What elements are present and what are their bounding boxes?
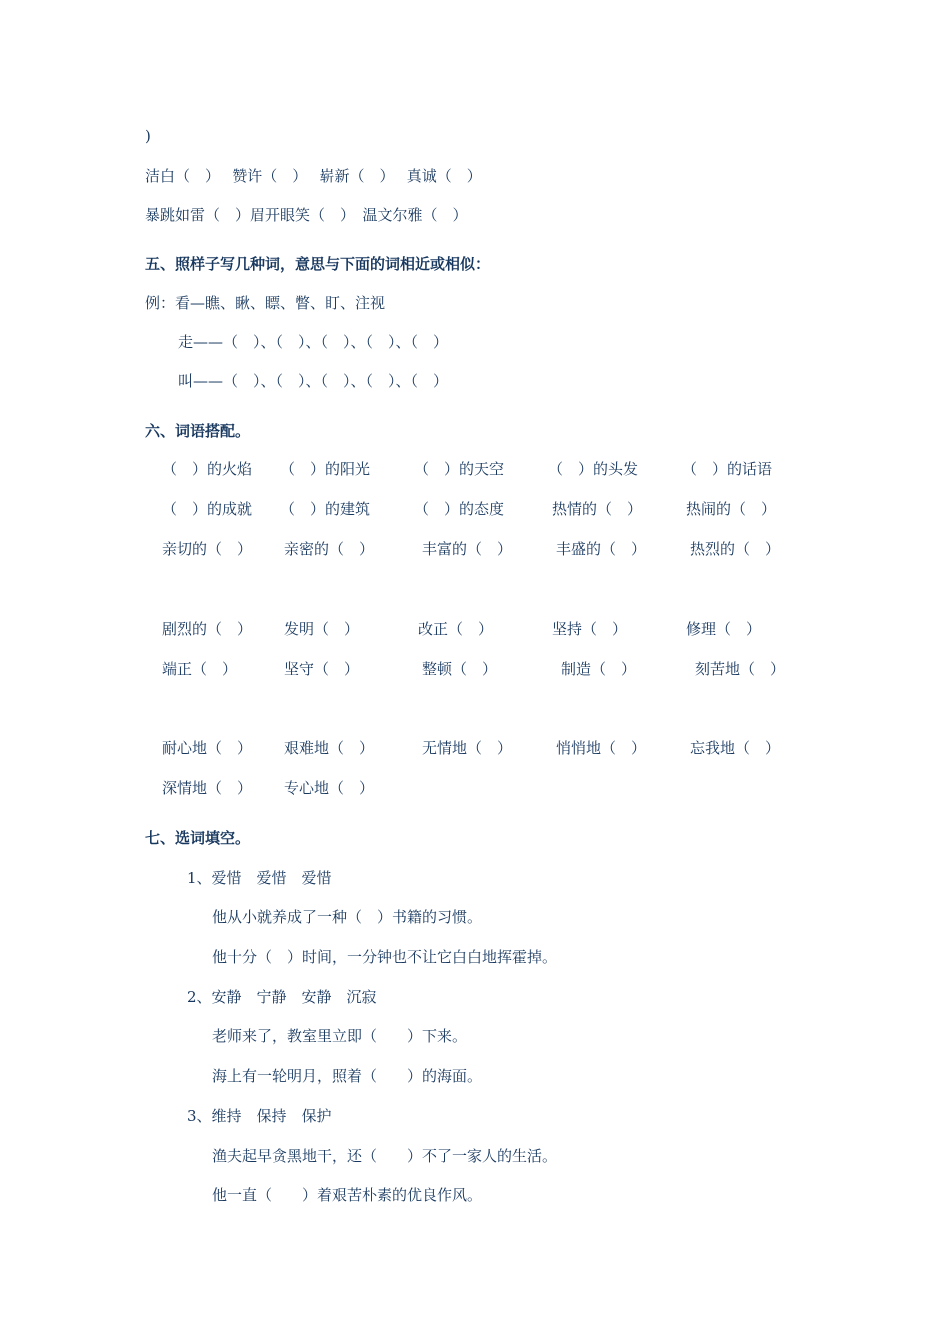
match-item: 丰富的（ ） <box>422 540 513 558</box>
match-item: （ ）的话语 <box>682 460 773 478</box>
section-6-title: 六、词语搭配。 <box>145 422 251 440</box>
match-item: （ ）的态度 <box>414 500 505 518</box>
match-item: 修理（ ） <box>686 620 762 638</box>
fill-sentence: 渔夫起早贪黑地干，还（ ）不了一家人的生活。 <box>212 1147 558 1165</box>
section-5-example: 例：看—瞧、瞅、瞟、瞥、盯、注视 <box>145 294 386 312</box>
match-item: 发明（ ） <box>284 620 360 638</box>
match-item: 亲密的（ ） <box>284 540 375 558</box>
match-item: 端正（ ） <box>162 660 238 678</box>
match-item: 改正（ ） <box>418 620 494 638</box>
match-item: 专心地（ ） <box>284 779 375 797</box>
match-item: 热闹的（ ） <box>686 500 777 518</box>
match-item: （ ）的成就 <box>162 500 253 518</box>
match-item: 无情地（ ） <box>422 739 513 757</box>
match-item: 坚守（ ） <box>284 660 360 678</box>
match-item: 亲切的（ ） <box>162 540 253 558</box>
match-item: （ ）的阳光 <box>280 460 371 478</box>
match-item: 悄悄地（ ） <box>556 739 647 757</box>
match-item: 忘我地（ ） <box>690 739 781 757</box>
fill-sentence: 他一直（ ）着艰苦朴素的优良作风。 <box>212 1186 483 1204</box>
fill-sentence: 他从小就养成了一种（ ）书籍的习惯。 <box>212 908 483 926</box>
word-line-2: 暴跳如雷（ ）眉开眼笑（ ） 温文尔雅（ ） <box>145 206 468 224</box>
match-item: 制造（ ） <box>561 660 637 678</box>
word-line-1: 洁白（ ） 赞许（ ） 崭新（ ） 真诚（ ） <box>145 167 482 185</box>
fill-sentence: 老师来了，教室里立即（ ）下来。 <box>212 1027 468 1045</box>
match-item: （ ）的火焰 <box>162 460 253 478</box>
match-item: 整顿（ ） <box>422 660 498 678</box>
word-choices-2: 2、安静 宁静 安静 沉寂 <box>187 988 377 1006</box>
match-item: 丰盛的（ ） <box>556 540 647 558</box>
match-item: 耐心地（ ） <box>162 739 253 757</box>
match-item: 刻苦地（ ） <box>695 660 786 678</box>
match-item: （ ）的建筑 <box>280 500 371 518</box>
section-5-walk-line: 走——（ ）、（ ）、（ ）、（ ）、（ ） <box>178 333 449 351</box>
section-7-title: 七、选词填空。 <box>145 829 251 847</box>
section-5-call-line: 叫——（ ）、（ ）、（ ）、（ ）、（ ） <box>178 372 449 390</box>
match-item: 坚持（ ） <box>552 620 628 638</box>
fill-sentence: 他十分（ ）时间，一分钟也不让它白白地挥霍掉。 <box>212 948 558 966</box>
word-choices-1: 1、爱惜 爱惜 爱惜 <box>187 869 332 887</box>
match-item: 热情的（ ） <box>552 500 643 518</box>
stray-paren: ) <box>145 127 151 145</box>
match-item: 热烈的（ ） <box>690 540 781 558</box>
match-item: 艰难地（ ） <box>284 739 375 757</box>
word-choices-3: 3、维持 保持 保护 <box>187 1107 332 1125</box>
match-item: （ ）的天空 <box>414 460 505 478</box>
match-item: 深情地（ ） <box>162 779 253 797</box>
match-item: 剧烈的（ ） <box>162 620 253 638</box>
match-item: （ ）的头发 <box>548 460 639 478</box>
section-5-title: 五、照样子写几种词，意思与下面的词相近或相似： <box>145 255 491 273</box>
fill-sentence: 海上有一轮明月，照着（ ）的海面。 <box>212 1067 483 1085</box>
